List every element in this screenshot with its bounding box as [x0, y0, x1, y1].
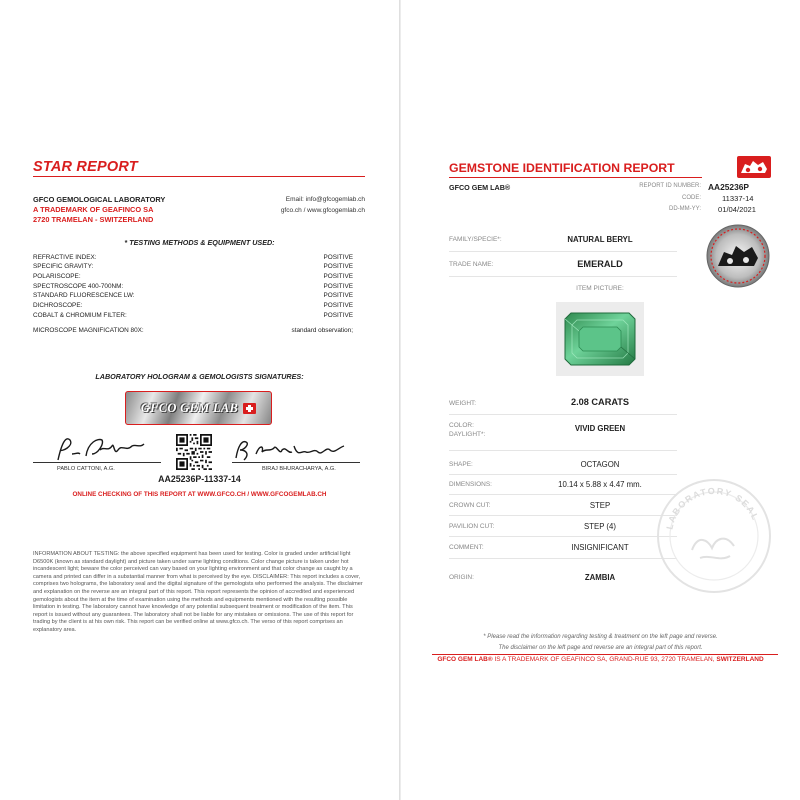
daylight-label: DAYLIGHT*: — [449, 431, 486, 438]
code-value: 11337-14 — [722, 194, 754, 203]
hologram-heading: LABORATORY HOLOGRAM & GEMOLOGISTS SIGNATURES: — [95, 372, 304, 381]
pavilion-cut-value: STEP (4) — [584, 522, 616, 531]
signature-line — [33, 462, 161, 463]
field-rule — [449, 474, 677, 475]
family-label: FAMILY/SPECIE*: — [449, 236, 502, 243]
comment-value: INSIGNIFICANT — [571, 543, 629, 552]
crown-cut-label: CROWN CUT: — [449, 502, 491, 509]
comment-label: COMMENT: — [449, 544, 484, 551]
dimensions-label: DIMENSIONS: — [449, 481, 492, 488]
footer — [401, 656, 800, 663]
shape-value: OCTAGON — [580, 460, 620, 469]
left-page — [0, 0, 399, 800]
field-rule — [449, 558, 677, 559]
footer-text: IS A TRADEMARK OF GEAFINCO SA, GRAND-RUE 93, 2720 TRAMELAN, — [492, 656, 717, 663]
origin-value: ZAMBIA — [584, 573, 616, 582]
hologram-seal-icon — [706, 224, 770, 288]
test-row — [33, 263, 353, 271]
signature-name-1: PABLO CATTONI, A.G. — [57, 466, 115, 472]
dimensions-value: 10.14 x 5.88 x 4.47 mm. — [558, 480, 642, 489]
footer-country: SWITZERLAND — [716, 656, 764, 663]
footer-rule — [432, 654, 778, 655]
test-value: POSITIVE — [323, 273, 353, 280]
title-rule — [33, 176, 365, 177]
footer-brand: GFCO GEM LAB® — [437, 656, 493, 663]
color-value: VIVID GREEN — [574, 424, 626, 433]
footnote-2: The disclaimer on the left page and reverse are an integral part of this report. — [498, 645, 703, 651]
test-row — [33, 292, 353, 300]
star-report-title: STAR REPORT — [33, 159, 138, 175]
testing-information-paragraph: INFORMATION ABOUT TESTING: the above specified equipment has been used for testing. Color is graded under artificial light D6500K (known as standard daylight) and picture taken under same lighting conditions. Color change picture is taken under hot incandescent light; beware the color perceived can vary based on your lighting environment and that color change as caught by a camera and printed can differ in a substantial manner from what is perceived by the eye. DISCLAIMER: This report includes a cover, comprises two holograms, the laboratory seal and the digital signature of the gemologists who performed the analysis. The disclaimer and explanation on the reverse are an integral part of this report. This report represents the opinion of accredited and experienced gemologists about the item at the time of examination using the methods and equipments mentioned with the resulting possible limitation in testing. The laboratory cannot have knowledge of any potential subsequent treatment or modification of the item. This report is issued without any guarantees. The laboratory shall not be liable for any mistakes or omissions. The use of this report for trading by the client is at his own risk. This report can be verified online at www.gfco.ch. The verso of this report comprises an explanatory area. — [33, 551, 363, 633]
test-label: STANDARD FLUORESCENCE LW: — [33, 292, 135, 299]
online-check-text: ONLINE CHECKING OF THIS REPORT AT WWW.GFCO.CH / WWW.GFCOGEMLAB.CH — [72, 491, 327, 498]
test-row — [33, 302, 353, 310]
test-label: COBALT & CHROMIUM FILTER: — [33, 312, 127, 319]
pavilion-cut-label: PAVILION CUT: — [449, 523, 495, 530]
test-label: REFRACTIVE INDEX: — [33, 254, 97, 261]
code-label: CODE: — [681, 195, 701, 201]
field-rule — [449, 414, 677, 415]
date-label: DD-MM-YY: — [669, 206, 701, 212]
contact-websites: gfco.ch / www.gfcogemlab.ch — [280, 207, 365, 214]
testing-heading: * TESTING METHODS & EQUIPMENT USED: — [124, 238, 275, 247]
item-picture — [556, 302, 644, 376]
seal-text: LABORATORY SEAL — [664, 485, 761, 531]
origin-label: ORIGIN: — [449, 574, 474, 581]
test-value: POSITIVE — [323, 254, 353, 261]
gfco-logo-icon — [737, 156, 771, 178]
test-label: DICHROSCOPE: — [33, 302, 83, 309]
test-value: POSITIVE — [323, 283, 353, 290]
swiss-cross-icon — [243, 403, 256, 414]
shape-label: SHAPE: — [449, 461, 473, 468]
test-label: SPECIFIC GRAVITY: — [33, 263, 94, 270]
microscope-label: MICROSCOPE MAGNIFICATION 80X: — [33, 327, 144, 334]
lab-hologram — [125, 391, 272, 425]
field-rule — [449, 276, 677, 277]
weight-value: 2.08 CARATS — [570, 397, 630, 407]
signature-line — [232, 462, 360, 463]
report-id-value: AA25236P — [708, 182, 749, 192]
gfco-gem-lab-label: GFCO GEM LAB® — [449, 183, 511, 192]
footnote-1: * Please read the information regarding testing & treatment on the left page and reverse. — [483, 634, 718, 640]
hologram-text: GFCO GEM LAB — [140, 400, 239, 415]
lab-address: 2720 TRAMELAN - SWITZERLAND — [33, 215, 154, 224]
field-rule — [449, 450, 677, 451]
trade-name-value: EMERALD — [577, 259, 623, 269]
crown-cut-value: STEP — [589, 501, 611, 510]
item-picture-label: ITEM PICTURE: — [576, 285, 624, 292]
contact-email: Email: info@gfcogemlab.ch — [285, 196, 365, 203]
family-value: NATURAL BERYL — [567, 235, 633, 244]
test-label: POLARISCOPE: — [33, 273, 81, 280]
gemstone-report-title: GEMSTONE IDENTIFICATION REPORT — [449, 161, 675, 175]
field-rule — [449, 494, 677, 495]
qr-code-icon — [176, 434, 212, 470]
weight-label: WEIGHT: — [449, 400, 477, 407]
test-row — [33, 283, 353, 291]
signature-name-2: BIRAJ BHURACHARYA, A.G. — [262, 466, 336, 472]
signature-cattoni — [52, 432, 147, 464]
microscope-value: standard observation; — [291, 327, 353, 334]
test-value: POSITIVE — [323, 263, 353, 270]
microscope-row — [33, 327, 353, 335]
lab-name: GFCO GEMOLOGICAL LABORATORY — [33, 195, 166, 204]
test-value: POSITIVE — [323, 292, 353, 299]
report-code: AA25236P-11337-14 — [158, 474, 241, 484]
test-value: POSITIVE — [323, 302, 353, 309]
test-label: SPECTROSCOPE 400-700NM: — [33, 283, 124, 290]
title-rule — [449, 177, 702, 178]
report-id-label: REPORT ID NUMBER: — [639, 183, 701, 189]
test-row — [33, 273, 353, 281]
test-row — [33, 254, 353, 262]
test-value: POSITIVE — [323, 312, 353, 319]
date-value: 01/04/2021 — [718, 205, 757, 214]
field-rule — [449, 515, 677, 516]
field-rule — [449, 536, 677, 537]
color-label: COLOR: — [449, 422, 474, 429]
emerald-gem-image — [563, 311, 637, 367]
test-row — [33, 312, 353, 320]
lab-trademark: A TRADEMARK OF GEAFINCO SA — [33, 205, 154, 214]
laboratory-seal-icon — [654, 476, 774, 596]
trade-name-label: TRADE NAME: — [449, 261, 494, 268]
field-rule — [449, 251, 677, 252]
